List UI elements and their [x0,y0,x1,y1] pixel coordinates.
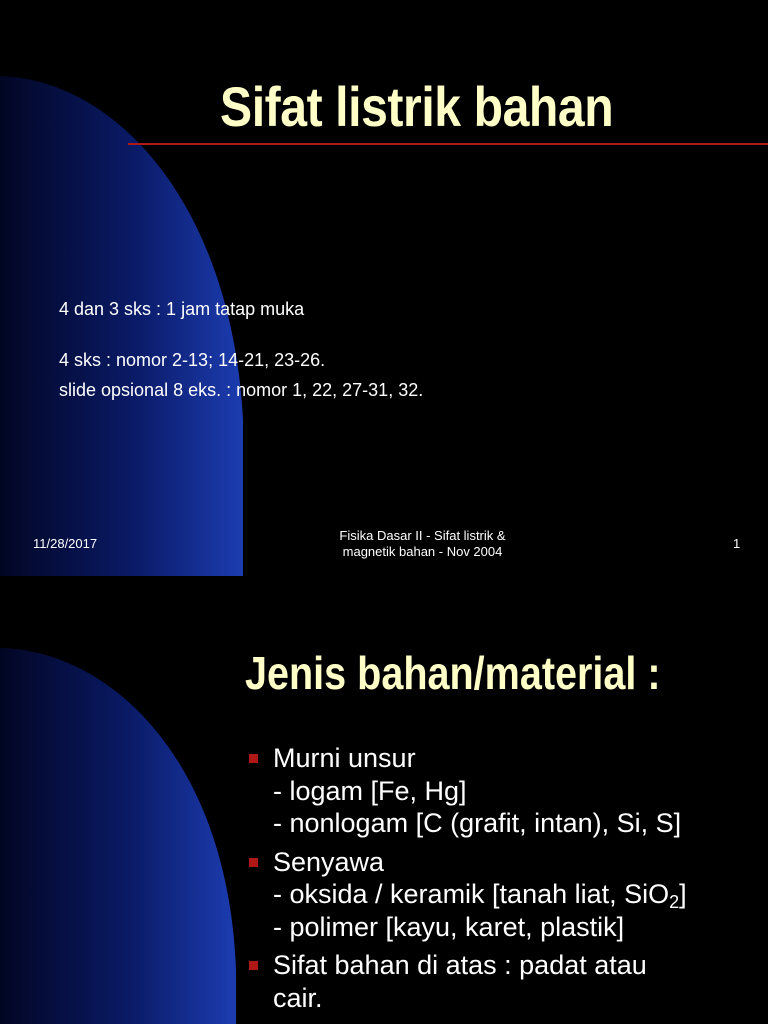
footer-caption-line-1: Fisika Dasar II - Sifat listrik & [339,528,506,543]
list-item [245,742,687,840]
bullet-line: Sifat bahan di atas : padat atau [273,950,647,980]
closing-bracket: ] [679,879,687,909]
list-item [245,846,687,944]
list-item [245,949,687,1014]
blue-curve-background [0,590,250,1024]
slide-2 [0,590,768,1024]
title-underline [128,143,768,145]
blue-curve-background [0,0,250,576]
bullet-list [245,742,687,1020]
text-line-opsional: slide opsional 8 eks. : nomor 1, 22, 27-31, 32. [59,380,424,400]
slide-title: Jenis bahan/material : [245,647,661,699]
bullet-line [273,878,687,911]
square-bullet-icon [249,961,258,970]
bullet-line: Senyawa [273,846,385,877]
bullet-line: Murni unsur [273,743,416,773]
square-bullet-icon [249,754,258,763]
footer-page-number: 1 [733,536,741,551]
bullet-line-text: - oksida / keramik [tanah liat, SiO [273,879,670,909]
square-bullet-icon [249,858,258,867]
slide-title: Sifat listrik bahan [220,75,614,138]
text-line-4sks: 4 sks : nomor 2-13; 14-21, 23-26. [59,350,326,370]
footer-caption-line-2: magnetik bahan - Nov 2004 [342,544,503,559]
bullet-line: cair. [273,982,323,1013]
footer-caption [290,528,555,560]
subscript: 2 [669,892,680,912]
bullet-line: - logam [Fe, Hg] [273,775,467,806]
footer-date: 11/28/2017 [33,536,98,551]
text-line-sks: 4 dan 3 sks : 1 jam tatap muka [59,299,305,319]
bullet-line: - nonlogam [C (grafit, intan), Si, S] [273,808,682,838]
bullet-line: - polimer [kayu, karet, plastik] [273,911,625,942]
